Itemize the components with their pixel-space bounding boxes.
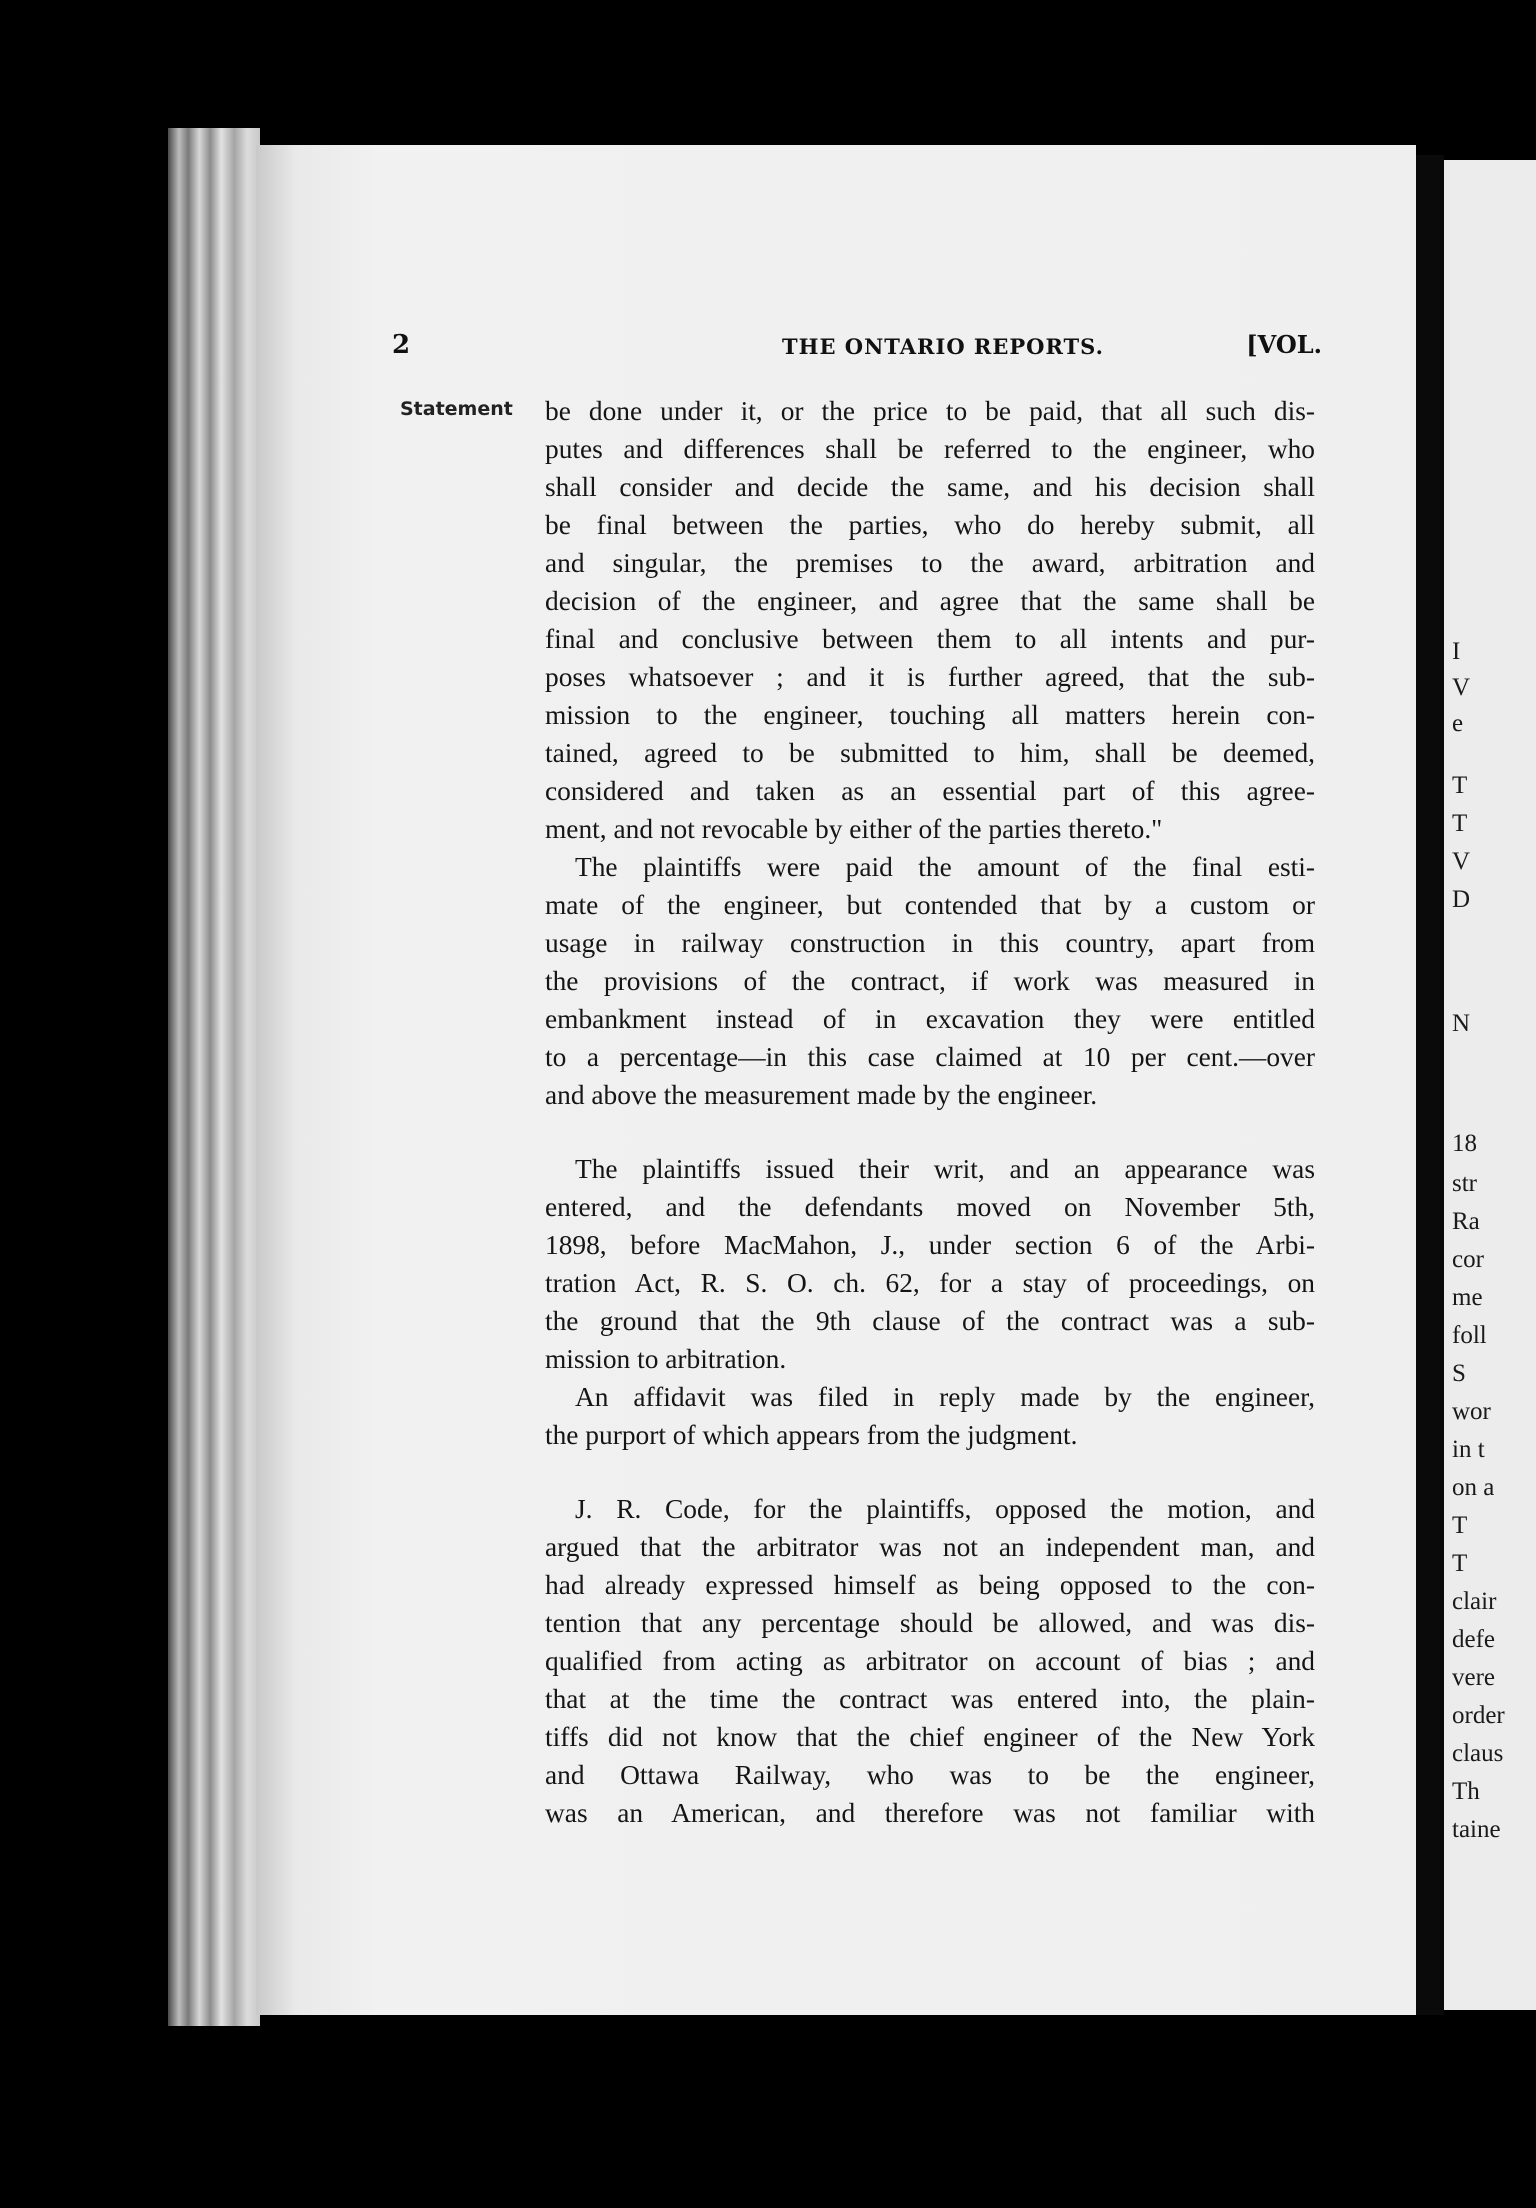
text-line: to a percentage—in this case claimed at 10 per cent.—over bbox=[545, 1042, 1315, 1072]
book-page-edges bbox=[168, 128, 260, 2026]
text-line: usage in railway construction in this country, apart from bbox=[545, 928, 1315, 958]
text-line: J. R. Code, for the plaintiffs, opposed the motion, and bbox=[575, 1494, 1315, 1524]
text-line: tiffs did not know that the chief engineer of the New York bbox=[545, 1722, 1315, 1752]
fragment-text: T bbox=[1452, 810, 1468, 837]
text-line: that at the time the contract was entered into, the plain- bbox=[545, 1684, 1315, 1714]
text-line: tained, agreed to be submitted to him, shall be deemed, bbox=[545, 738, 1315, 768]
adjacent-page-fragment bbox=[1444, 160, 1536, 2010]
fragment-text: e bbox=[1452, 710, 1464, 737]
fragment-text: order bbox=[1452, 1702, 1505, 1729]
text-line: putes and differences shall be referred to the engineer, who bbox=[545, 434, 1315, 464]
fragment-text: foll bbox=[1452, 1322, 1487, 1349]
book-gutter bbox=[1416, 155, 1444, 2015]
text-line: considered and taken as an essential part of this agree- bbox=[545, 776, 1315, 806]
text-line: mate of the engineer, but contended that by a custom or bbox=[545, 890, 1315, 920]
fragment-text: clair bbox=[1452, 1588, 1497, 1615]
fragment-text: V bbox=[1452, 848, 1471, 875]
fragment-text: taine bbox=[1452, 1816, 1501, 1843]
paragraph bbox=[545, 1490, 1315, 1832]
fragment-text: Th bbox=[1452, 1778, 1480, 1805]
text-line: the provisions of the contract, if work was measured in bbox=[545, 966, 1315, 996]
fragment-text: S bbox=[1452, 1360, 1466, 1387]
fragment-text: T bbox=[1452, 1512, 1468, 1539]
running-title: THE ONTARIO REPORTS. bbox=[782, 334, 1104, 359]
text-line: the ground that the 9th clause of the contract was a sub- bbox=[545, 1306, 1315, 1336]
text-line: mission to the engineer, touching all matters herein con- bbox=[545, 700, 1315, 730]
text-line: had already expressed himself as being opposed to the con- bbox=[545, 1570, 1315, 1600]
text-line: The plaintiffs issued their writ, and an appearance was bbox=[575, 1154, 1315, 1184]
fragment-text: T bbox=[1452, 1550, 1468, 1577]
fragment-text: cor bbox=[1452, 1246, 1484, 1273]
text-line: argued that the arbitrator was not an independent man, and bbox=[545, 1532, 1315, 1562]
text-line: the purport of which appears from the judgment. bbox=[545, 1420, 1078, 1450]
fragment-text: defe bbox=[1452, 1626, 1496, 1653]
fragment-text: me bbox=[1452, 1284, 1483, 1311]
text-line: final and conclusive between them to all intents and pur- bbox=[545, 624, 1315, 654]
fragment-text: D bbox=[1452, 886, 1471, 913]
fragment-text: claus bbox=[1452, 1740, 1504, 1767]
text-line: embankment instead of in excavation they were entitled bbox=[545, 1004, 1315, 1034]
text-line: tention that any percentage should be allowed, and was dis- bbox=[545, 1608, 1315, 1638]
fragment-text: 18 bbox=[1452, 1130, 1477, 1157]
text-line: and above the measurement made by the engineer. bbox=[545, 1080, 1098, 1110]
fragment-text: I bbox=[1452, 638, 1461, 665]
text-line: be done under it, or the price to be paid, that all such dis- bbox=[545, 396, 1315, 426]
text-line: qualified from acting as arbitrator on account of bias ; and bbox=[545, 1646, 1315, 1676]
body-text bbox=[545, 392, 1315, 1832]
text-line: The plaintiffs were paid the amount of the final esti- bbox=[575, 852, 1315, 882]
paragraph bbox=[545, 392, 1315, 848]
text-line: shall consider and decide the same, and his decision shall bbox=[545, 472, 1315, 502]
fragment-text: T bbox=[1452, 772, 1468, 799]
text-line: entered, and the defendants moved on November 5th, bbox=[545, 1192, 1315, 1222]
text-line: ment, and not revocable by either of the parties thereto." bbox=[545, 814, 1163, 844]
text-line: mission to arbitration. bbox=[545, 1344, 787, 1374]
volume-marker: [VOL. bbox=[1246, 330, 1322, 359]
fragment-text: on a bbox=[1452, 1474, 1495, 1501]
fragment-text: Ra bbox=[1452, 1208, 1480, 1235]
text-line: tration Act, R. S. O. ch. 62, for a stay of proceedings, on bbox=[545, 1268, 1315, 1298]
paragraph bbox=[545, 1150, 1315, 1378]
fragment-text: in t bbox=[1452, 1436, 1485, 1463]
text-line: poses whatsoever ; and it is further agreed, that the sub- bbox=[545, 662, 1315, 692]
paragraph bbox=[545, 848, 1315, 1114]
text-line: and singular, the premises to the award, arbitration and bbox=[545, 548, 1315, 578]
text-line: 1898, before MacMahon, J., under section 6 of the Arbi- bbox=[545, 1230, 1315, 1260]
text-line: decision of the engineer, and agree that the same shall be bbox=[545, 586, 1315, 616]
margin-note: Statement bbox=[400, 398, 513, 420]
text-line: and Ottawa Railway, who was to be the engineer, bbox=[545, 1760, 1315, 1790]
fragment-text: vere bbox=[1452, 1664, 1496, 1691]
text-line: be final between the parties, who do hereby submit, all bbox=[545, 510, 1315, 540]
text-line: An affidavit was filed in reply made by the engineer, bbox=[575, 1382, 1315, 1412]
paragraph bbox=[545, 1378, 1315, 1454]
page-header bbox=[392, 330, 1322, 370]
fragment-text: N bbox=[1452, 1010, 1471, 1037]
fragment-text: V bbox=[1452, 674, 1471, 701]
page-number: 2 bbox=[392, 330, 411, 360]
fragment-text: wor bbox=[1452, 1398, 1491, 1425]
fragment-text: str bbox=[1452, 1170, 1477, 1197]
text-line: was an American, and therefore was not familiar with bbox=[545, 1798, 1315, 1828]
